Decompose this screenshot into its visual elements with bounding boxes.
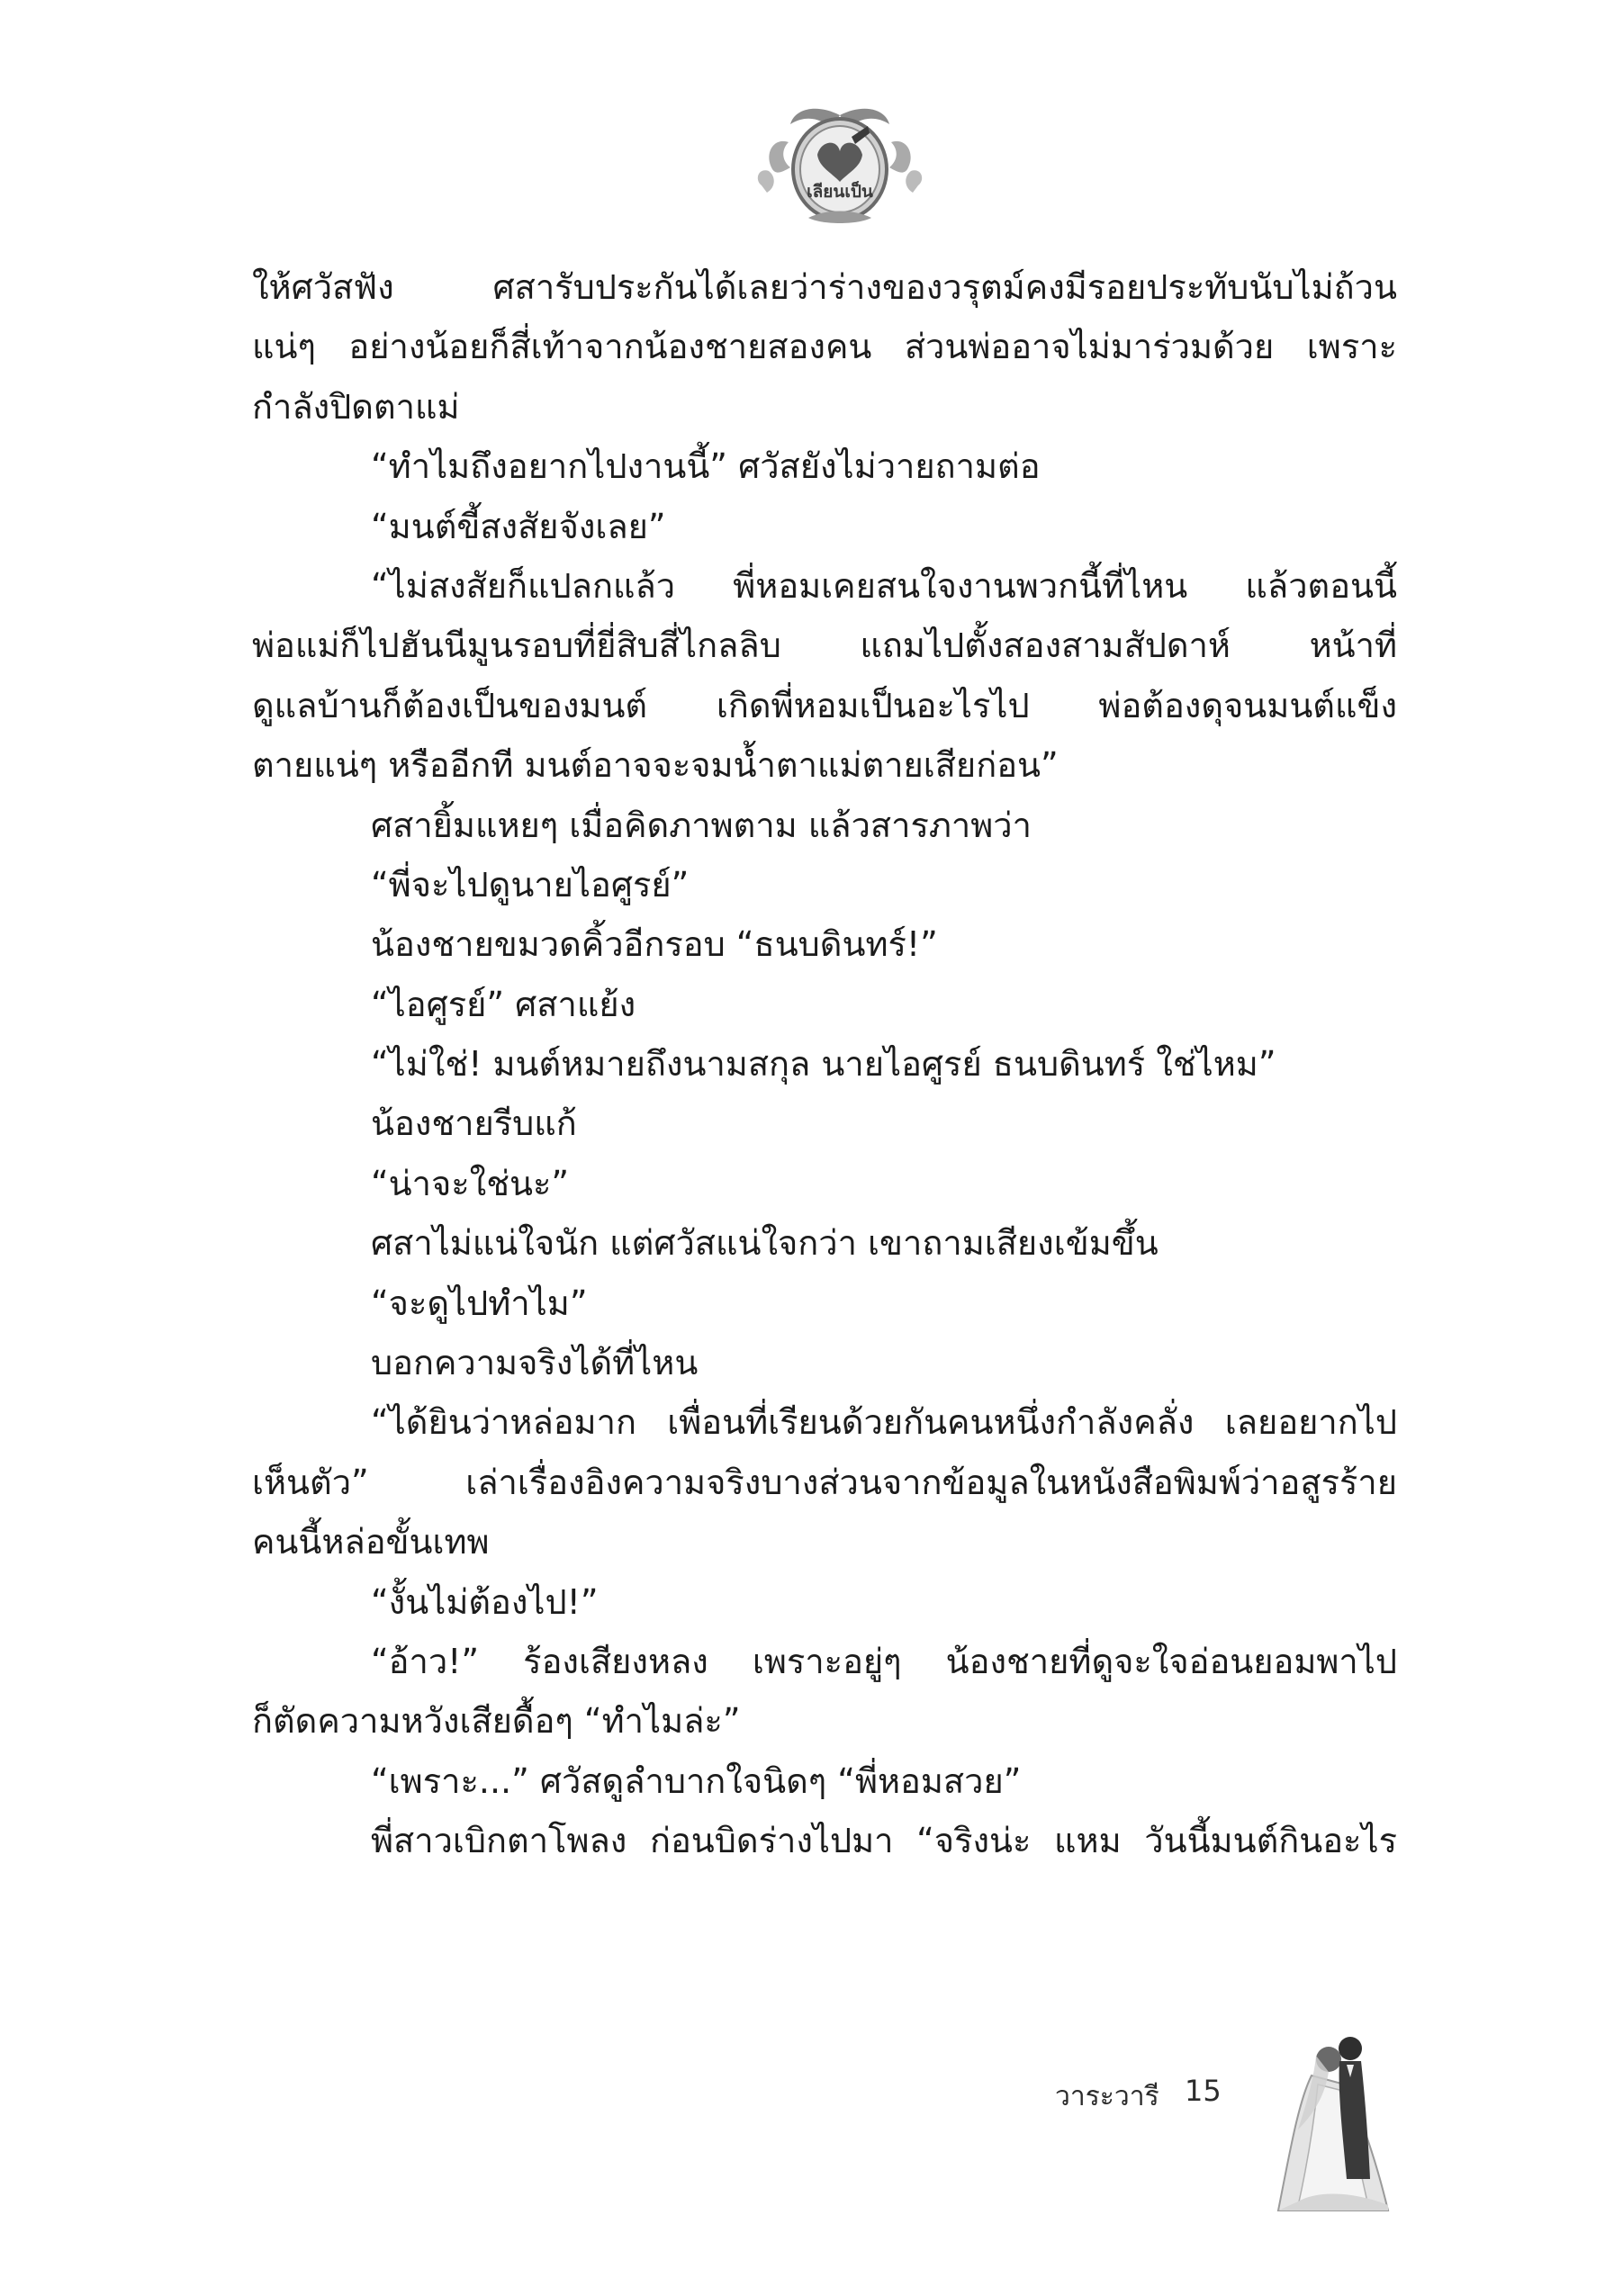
text-line: แน่ๆ อย่างน้อยก็สี่เท้าจากน้องชายสองคน ส่วนพ่ออาจไม่มาร่วมด้วย เพราะ bbox=[252, 327, 1397, 367]
header-emblem bbox=[754, 99, 925, 234]
text-line: “ไอศูรย์” ศสาแย้ง bbox=[371, 984, 636, 1024]
footer-illustration bbox=[1262, 2021, 1397, 2219]
text-line: “มนต์ขี้สงสัยจังเลย” bbox=[371, 506, 666, 546]
text-line: “ไม่ใช่! มนต์หมายถึงนามสกุล นายไอศูรย์ ธนบดินทร์ ใช่ไหม” bbox=[371, 1044, 1276, 1085]
text-line: พ่อแม่ก็ไปฮันนีมูนรอบที่ยี่สิบสี่ไกลลิบ แถมไปตั้งสองสามสัปดาห์ หน้าที่ bbox=[252, 626, 1397, 666]
text-line: ศสาไม่แน่ใจนัก แต่ศวัสแน่ใจกว่า เขาถามเสียงเข้มขึ้น bbox=[371, 1223, 1159, 1264]
text-line: บอกความจริงได้ที่ไหน bbox=[371, 1343, 699, 1383]
bride-and-groom-icon bbox=[1262, 2206, 1397, 2223]
text-line: ตายแน่ๆ หรืออีกที มนต์อาจจะจมน้ำตาแม่ตายเสียก่อน” bbox=[252, 745, 1059, 786]
text-line: กำลังปิดตาแม่ bbox=[252, 386, 460, 427]
text-line: “ได้ยินว่าหล่อมาก เพื่อนที่เรียนด้วยกันคนหนึ่งกำลังคลั่ง เลยอยากไป bbox=[371, 1402, 1397, 1443]
text-line: ให้ศวัสฟัง ศสารับประกันได้เลยว่าร่างของวรุตม์คงมีรอยประทับนับไม่ถ้วน bbox=[252, 267, 1397, 307]
ornamental-crest-icon bbox=[754, 221, 925, 238]
body-text bbox=[252, 257, 1397, 1871]
text-line: พี่สาวเบิกตาโพลง ก่อนบิดร่างไปมา “จริงน่ะ แหม วันนี้มนต์กินอะไร bbox=[371, 1821, 1397, 1861]
text-line: “อ้าว!” ร้องเสียงหลง เพราะอยู่ๆ น้องชายที่ดูจะใจอ่อนยอมพาไป bbox=[371, 1641, 1397, 1681]
text-line: “เพราะ...” ศวัสดูลำบากใจนิดๆ “พี่หอมสวย” bbox=[371, 1760, 1022, 1801]
text-line: “น่าจะใช่นะ” bbox=[371, 1163, 570, 1203]
text-line: คนนี้หล่อขั้นเทพ bbox=[252, 1522, 490, 1562]
text-line: น้องชายรีบแก้ bbox=[371, 1103, 577, 1144]
text-line: ก็ตัดความหวังเสียดื้อๆ “ทำไมล่ะ” bbox=[252, 1701, 741, 1742]
text-line: น้องชายขมวดคิ้วอีกรอบ “ธนบดินทร์!” bbox=[371, 924, 938, 965]
text-line: “จะดูไปทำไม” bbox=[371, 1283, 588, 1323]
text-line: “ไม่สงสัยก็แปลกแล้ว พี่หอมเคยสนใจงานพวกนี้ที่ไหน แล้วตอนนี้ bbox=[371, 565, 1397, 606]
text-line: ดูแลบ้านก็ต้องเป็นของมนต์ เกิดพี่หอมเป็นอะไรไป พ่อต้องดุจนมนต์แข็ง bbox=[252, 685, 1397, 725]
emblem-label: เลียนเป็น bbox=[807, 182, 873, 202]
text-line: “งั้นไม่ต้องไป!” bbox=[371, 1581, 599, 1622]
book-title: วาระวารี bbox=[1055, 2081, 1159, 2112]
text-line: “พี่จะไปดูนายไอศูรย์” bbox=[371, 864, 690, 905]
text-line: เห็นตัว” เล่าเรื่องอิงความจริงบางส่วนจากข้อมูลในหนังสือพิมพ์ว่าอสูรร้าย bbox=[252, 1462, 1397, 1502]
text-line: “ทำไมถึงอยากไปงานนี้” ศวัสยังไม่วายถามต่อ bbox=[371, 446, 1041, 487]
text-line: ศสายิ้มแหยๆ เมื่อคิดภาพตาม แล้วสารภาพว่า bbox=[371, 805, 1032, 845]
page-number: 15 bbox=[1185, 2074, 1222, 2108]
